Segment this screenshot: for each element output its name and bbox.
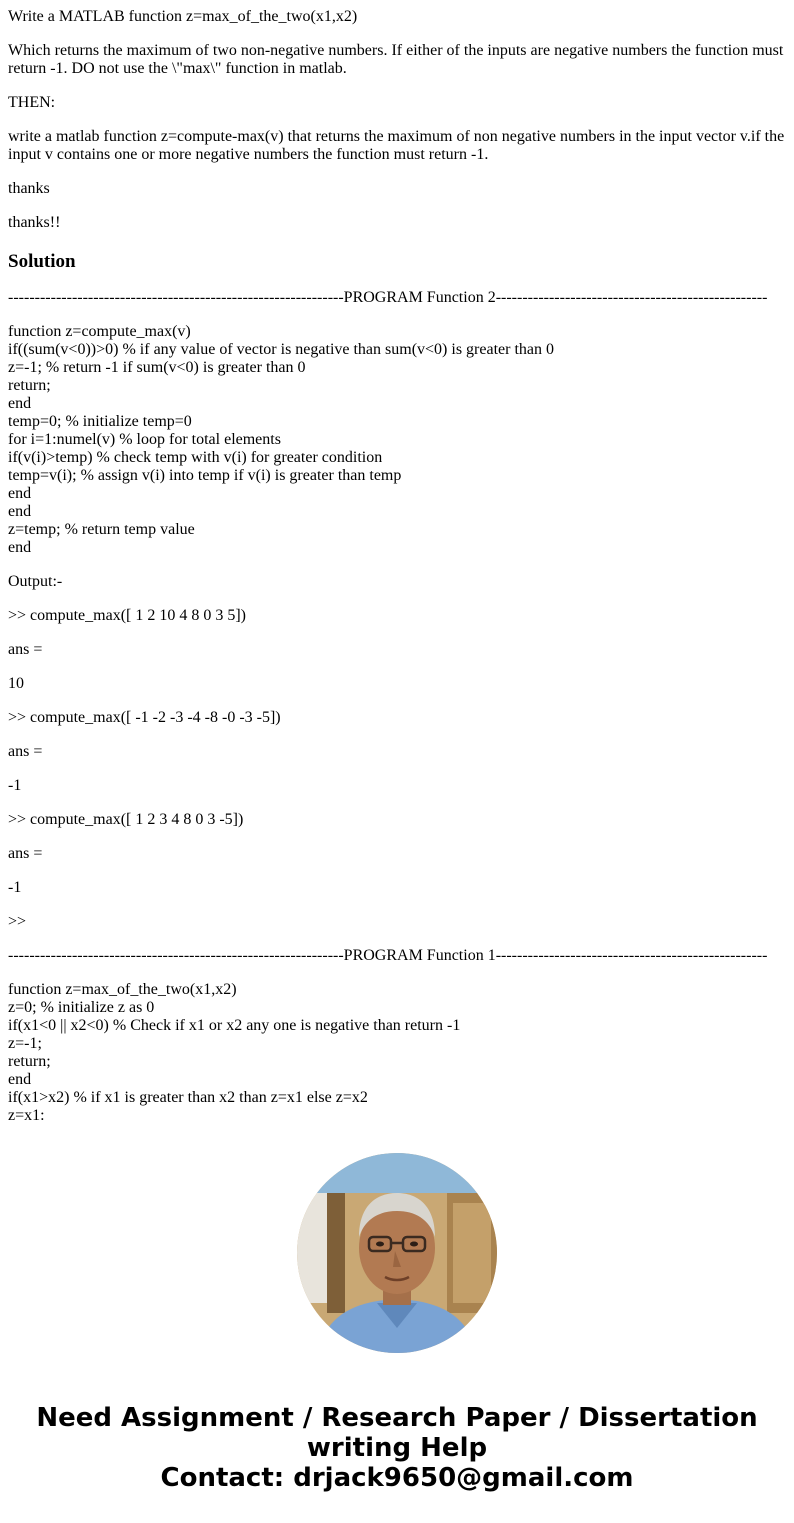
code-line: if(x1<0 || x2<0) % Check if x1 or x2 any one is negative than return -1 [8, 1017, 461, 1034]
question-title: Write a MATLAB function z=max_of_the_two(x1,x2) [8, 8, 358, 25]
code-line: if(x1>x2) % if x1 is greater than x2 than z=x1 else z=x2 [8, 1089, 368, 1106]
code-line: if((sum(v<0))>0) % if any value of vector is negative than sum(v<0) is greater than 0 [8, 341, 555, 358]
answer-document [8, 0, 788, 1125]
output-label: Output:- [8, 573, 63, 590]
portrait-illustration [297, 1153, 497, 1353]
code-line: z=x1: [8, 1107, 45, 1124]
code-line: end [8, 1071, 32, 1088]
question-second-task: write a matlab function z=compute-max(v) that returns the maximum of non negative numbers in the input vector v.if the input v contains one or more negative numbers the function must return -1. [8, 128, 785, 163]
code-line: z=-1; [8, 1035, 42, 1052]
output-line: >> compute_max([ -1 -2 -3 -4 -8 -0 -3 -5]) [8, 709, 281, 726]
output-line: 10 [8, 675, 24, 692]
output-line: ans = [8, 743, 43, 760]
author-photo [297, 1153, 497, 1353]
output-line: >> compute_max([ 1 2 3 4 8 0 3 -5]) [8, 811, 244, 828]
contact-email: Contact: drjack9650@gmail.com [160, 1463, 634, 1493]
output-line: >> compute_max([ 1 2 10 4 8 0 3 5]) [8, 607, 246, 624]
program-1-code [8, 981, 788, 1125]
code-line: end [8, 395, 32, 412]
output-line: ans = [8, 641, 43, 658]
program-1-divider: ---------------------------------------------------------------PROGRAM Function 1--------------------------------------------------- [8, 947, 768, 964]
promo-line: Need Assignment / Research Paper / Dissertation [36, 1403, 758, 1433]
solution-heading: Solution [8, 251, 76, 272]
question-thanks: thanks [8, 180, 50, 197]
output-line: >> [8, 913, 27, 930]
code-line: z=-1; % return -1 if sum(v<0) is greater than 0 [8, 359, 306, 376]
promo-line: writing Help [306, 1433, 488, 1463]
code-line: for i=1:numel(v) % loop for total elements [8, 431, 281, 448]
code-line: temp=v(i); % assign v(i) into temp if v(i) is greater than temp [8, 467, 402, 484]
program-2-code [8, 323, 788, 557]
question-then: THEN: [8, 94, 56, 111]
program-2-divider: ---------------------------------------------------------------PROGRAM Function 2--------------------------------------------------- [8, 289, 768, 306]
code-line: function z=max_of_the_two(x1,x2) [8, 981, 237, 998]
output-line: -1 [8, 777, 22, 794]
question-thanks-2: thanks!! [8, 214, 61, 231]
code-line: return; [8, 1053, 51, 1070]
output-line: ans = [8, 845, 43, 862]
code-line: z=temp; % return temp value [8, 521, 195, 538]
code-line: return; [8, 377, 51, 394]
code-line: function z=compute_max(v) [8, 323, 191, 340]
question-description: Which returns the maximum of two non-negative numbers. If either of the inputs are negative numbers the function must return -1. DO not use the \"max\" function in matlab. [8, 42, 784, 77]
code-line: if(v(i)>temp) % check temp with v(i) for greater condition [8, 449, 383, 466]
code-line: temp=0; % initialize temp=0 [8, 413, 192, 430]
code-line: end [8, 485, 32, 502]
output-line: -1 [8, 879, 22, 896]
code-line: end [8, 539, 32, 556]
code-line: end [8, 503, 32, 520]
promo-footer [0, 1403, 794, 1493]
code-line: z=0; % initialize z as 0 [8, 999, 155, 1016]
